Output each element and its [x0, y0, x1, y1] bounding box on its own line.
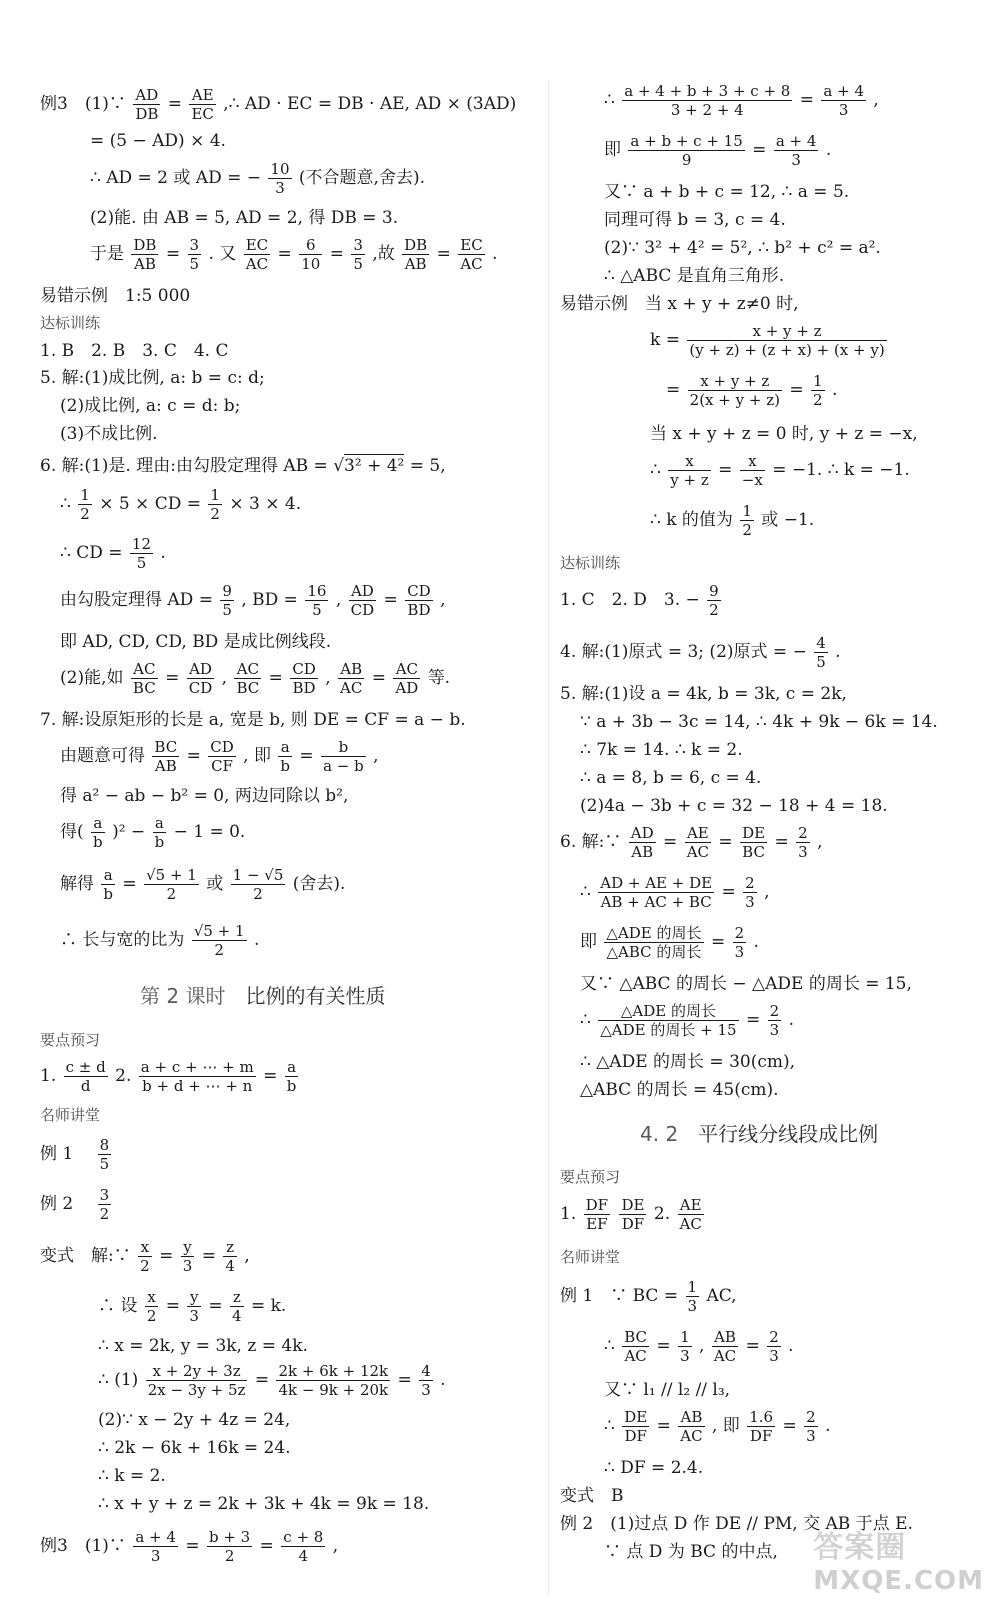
q7-line5: 解得 $\frac{a}{b}$ = $\frac{√5 + 1}{2}$ 或 $\frac{1 - √5}{2}$ (舍去).	[60, 866, 346, 903]
fraction: $\frac{4}{5}$	[816, 634, 826, 671]
fraction: $\frac{b}{a - b}$	[323, 738, 364, 775]
r-line5: (2)∵ 3² + 4² = 5², ∴ b² + c² = a².	[604, 238, 881, 258]
q5-line1: 5. 解:(1)成比例, a: b = c: d;	[40, 368, 265, 388]
q7-line6: ∴ 长与宽的比为 $\frac{√5 + 1}{2}$ .	[60, 922, 260, 959]
r-line13: 1. C 2. D 3. − $\frac{9}{2}$	[560, 582, 719, 619]
ex3-line4: (2)能. 由 AB = 5, AD = 2, 得 DB = 3.	[90, 208, 399, 228]
variant-line6: ∴ 2k − 6k + 16k = 24.	[98, 1438, 291, 1458]
yicuo-line: 易错示例 1:5 000	[40, 286, 191, 306]
section-heading-4-2: 4. 2 平行线分线段成比例	[640, 1122, 879, 1146]
section-heading-yaodian: 要点预习	[40, 1031, 101, 1049]
fraction: $\frac{a}{b}$	[154, 814, 165, 851]
fraction: $\frac{a + 4}{3}$	[823, 82, 864, 119]
fraction: $\frac{1 - √5}{2}$	[232, 866, 284, 903]
r-line1: ∴ $\frac{a + 4 + b + 3 + c + 8}{3 + 2 + 4}$ = $\frac{a + 4}{3}$ ,	[604, 82, 879, 119]
section-heading-dabiao: 达标训练	[40, 314, 101, 332]
fraction: $\frac{6}{10}$	[301, 236, 321, 273]
variant-line1: 变式 解:∵ $\frac{x}{2}$ = $\frac{y}{3}$ = $\frac{z}{4}$ ,	[40, 1238, 250, 1275]
r-line17: ∴ 7k = 14. ∴ k = 2.	[580, 740, 743, 760]
r-line30: 又∵ l₁ // l₂ // l₃,	[604, 1380, 731, 1400]
fraction: $\frac{\text{△ADE 的周长}}{\text{△ADE 的周长 + 15}}$	[600, 1002, 737, 1039]
fraction: $\frac{DE}{DF}$	[624, 1408, 648, 1445]
fraction: $\frac{AB}{AC}$	[680, 1408, 703, 1445]
r-line20: 6. 解:∵ $\frac{AD}{AB}$ = $\frac{AE}{AC}$ = $\frac{DE}{BC}$ = $\frac{2}{3}$ ,	[560, 824, 823, 861]
fraction: $\frac{AE}{AC}$	[686, 824, 709, 861]
ex3-line2: = (5 − AD) × 4.	[90, 131, 226, 151]
fraction: $\frac{a + c + \cdots + m}{b + d + \cdots + n}$	[140, 1058, 254, 1095]
q7-line4: 得( $\frac{a}{b}$ )² − $\frac{a}{b}$ − 1 = 0.	[60, 814, 246, 851]
r-line23: 又∵ △ABC 的周长 − △ADE 的周长 = 15,	[580, 974, 912, 994]
fraction: $\frac{3}{2}$	[99, 1186, 110, 1223]
fraction: $\frac{y}{3}$	[189, 1288, 199, 1325]
fraction: $\frac{x}{2}$	[146, 1288, 157, 1325]
r-line32: ∴ DF = 2.4.	[604, 1458, 704, 1478]
variant-line5: (2)∵ x − 2y + 4z = 24,	[98, 1410, 291, 1430]
variant-line4: ∴ (1) $\frac{x + 2y + 3z}{2x - 3y + 5z}$ = $\frac{2k + 6k + 12k}{4k - 9k + 20k}$ = $\frac{4}{3}$ .	[98, 1362, 446, 1399]
r-line3: 又∵ a + b + c = 12, ∴ a = 5.	[604, 182, 850, 202]
fraction: $\frac{AC}{AD}$	[395, 660, 419, 697]
section-heading-mingshi: 名师讲堂	[40, 1106, 101, 1124]
ex3-line5: 于是 $\frac{DB}{AB}$ = $\frac{3}{5}$ . 又 $\frac{EC}{AC}$ = $\frac{6}{10}$ = $\frac{3}{5}$ ,故 $\frac{DB}{AB}$ = $\frac{EC}{AC}$ .	[90, 236, 498, 273]
r-line33: 变式 B	[560, 1486, 624, 1506]
fraction: $\frac{16}{5}$	[307, 582, 327, 619]
r-line19: (2)4a − 3b + c = 32 − 18 + 4 = 18.	[580, 796, 888, 816]
variant-line2: ∴ 设 $\frac{x}{2}$ = $\frac{y}{3}$ = $\frac{z}{4}$ = k.	[98, 1288, 287, 1325]
q6-line6: (2)能,如 $\frac{AC}{BC}$ = $\frac{AD}{CD}$ , $\frac{AC}{BC}$ = $\frac{CD}{BD}$ , $\frac{AB}{AC}$ = $\frac{AC}{AD}$ 等.	[60, 660, 451, 697]
fraction: $\frac{DE}{DF}$	[621, 1196, 645, 1233]
fraction: $\frac{2}{3}$	[734, 924, 745, 961]
r-line16: ∵ a + 3b − 3c = 14, ∴ 4k + 9k − 6k = 14.	[580, 712, 938, 732]
q6-line1: 6. 解:(1)是. 理由:由勾股定理得 AB = √3² + 4² = 5,	[40, 456, 446, 476]
r-line10: 当 x + y + z = 0 时, y + z = −x,	[650, 424, 918, 444]
fraction: $\frac{1}{2}$	[742, 502, 752, 539]
q6-line4: 由勾股定理得 AD = $\frac{9}{5}$ , BD = $\frac{16}{5}$ , $\frac{AD}{CD}$ = $\frac{CD}{BD}$ ,	[60, 582, 446, 619]
fraction: $\frac{3}{5}$	[189, 236, 200, 273]
fraction: $\frac{x + y + z}{2(x + y + z)}$	[689, 372, 780, 409]
fraction: $\frac{√5 + 1}{2}$	[193, 922, 245, 959]
fraction: $\frac{a}{b}$	[286, 1058, 297, 1095]
fraction: $\frac{x}{2}$	[140, 1238, 150, 1275]
r-line12: ∴ k 的值为 $\frac{1}{2}$ 或 −1.	[650, 502, 815, 539]
fraction: $\frac{a}{b}$	[103, 866, 114, 903]
fraction: $\frac{1.6}{DF}$	[749, 1408, 774, 1445]
example-3-line1: 例3 (1)∵ $\frac{a + 4}{3}$ = $\frac{b + 3}{2}$ = $\frac{c + 8}{4}$ ,	[40, 1528, 339, 1565]
r-line2: 即 $\frac{a + b + c + 15}{9}$ = $\frac{a + 4}{3}$ .	[604, 132, 832, 169]
fraction: $\frac{EC}{AC}$	[460, 236, 483, 273]
ex3-line3: ∴ AD = 2 或 AD = − $\frac{10}{3}$ (不合题意,舍去).	[90, 160, 425, 197]
fraction: $\frac{AB}{AC}$	[713, 1328, 737, 1365]
fraction: $\frac{\text{△ADE 的周长}}{\text{△ABC 的周长}}$	[606, 924, 702, 961]
q5-line2: (2)成比例, a: c = d: b;	[60, 396, 241, 416]
example-1: 例 1 $\frac{8}{5}$	[40, 1136, 110, 1173]
q6-line3: ∴ CD = $\frac{12}{5}$ .	[60, 535, 166, 572]
fraction: $\frac{y}{3}$	[182, 1238, 193, 1275]
r-line6: ∴ △ABC 是直角三角形.	[604, 266, 785, 286]
r-line25: ∴ △ADE 的周长 = 30(cm),	[580, 1052, 796, 1072]
fraction: $\frac{z}{4}$	[232, 1288, 242, 1325]
fraction: $\frac{AD + AE + DE}{AB + AC + BC}$	[600, 874, 713, 911]
r-section-yaodian: 要点预习	[560, 1168, 621, 1186]
fraction: $\frac{DB}{AB}$	[404, 236, 428, 273]
r-line34: 例 2 (1)过点 D 作 DE // PM, 交 AB 于点 E.	[560, 1514, 913, 1534]
lesson-heading: 第 2 课时 比例的有关性质	[140, 984, 386, 1008]
yaodian-answers: 1. $\frac{c \pm d}{d}$ 2. $\frac{a + c + \cdots + m}{b + d + \cdots + n}$ = $\frac{a}{b}$	[40, 1058, 297, 1095]
fraction: $\frac{DF}{EF}$	[585, 1196, 609, 1233]
fraction: $\frac{a}{b}$	[280, 738, 290, 775]
fraction: $\frac{x}{y + z}$	[670, 452, 709, 489]
fraction: $\frac{AD}{CD}$	[350, 582, 375, 619]
q6-line2: ∴ $\frac{1}{2}$ × 5 × CD = $\frac{1}{2}$ × 3 × 4.	[60, 486, 302, 523]
fraction: $\frac{4}{3}$	[421, 1362, 431, 1399]
fraction: $\frac{b + 3}{2}$	[208, 1528, 251, 1565]
fraction: $\frac{2k + 6k + 12k}{4k - 9k + 20k}$	[278, 1362, 389, 1399]
fraction: $\frac{2}{3}$	[745, 874, 755, 911]
fraction: $\frac{8}{5}$	[99, 1136, 110, 1173]
fraction: $\frac{AD}{CD}$	[188, 660, 213, 697]
example-2: 例 2 $\frac{3}{2}$	[40, 1186, 110, 1223]
r-line9: = $\frac{x + y + z}{2(x + y + z)}$ = $\frac{1}{2}$ .	[666, 372, 838, 409]
r-line35: ∵ 点 D 为 BC 的中点,	[604, 1542, 778, 1562]
fraction: $\frac{12}{5}$	[131, 535, 152, 572]
fraction: $\frac{a}{b}$	[93, 814, 103, 851]
fraction: $\frac{BC}{AC}$	[624, 1328, 648, 1365]
r-line22: 即 $\frac{\text{△ADE 的周长}}{\text{△ABC 的周长}}$ = $\frac{2}{3}$ .	[580, 924, 759, 961]
fraction: $\frac{x + y + z}{(y + z) + (z + x) + (x + y)}$	[689, 322, 885, 359]
fraction: $\frac{3}{5}$	[353, 236, 363, 273]
fraction: $\frac{z}{4}$	[225, 1238, 235, 1275]
r-line21: ∴ $\frac{AD + AE + DE}{AB + AC + BC}$ = $\frac{2}{3}$ ,	[580, 874, 770, 911]
answers-1-4: 1. B 2. B 3. C 4. C	[40, 341, 229, 361]
fraction: $\frac{AE}{AC}$	[679, 1196, 702, 1233]
q6-line5: 即 AD, CD, CD, BD 是成比例线段.	[60, 632, 332, 652]
fraction: $\frac{2}{3}$	[769, 1328, 779, 1365]
r-line14: 4. 解:(1)原式 = 3; (2)原式 = − $\frac{4}{5}$ .	[560, 634, 841, 671]
fraction: $\frac{10}{3}$	[270, 160, 290, 197]
fraction: $\frac{x + 2y + 3z}{2x - 3y + 5z}$	[147, 1362, 246, 1399]
variant-line3: ∴ x = 2k, y = 3k, z = 4k.	[98, 1336, 308, 1356]
ex3-line1: 例3 (1)∵ $\frac{AD}{DB}$ = $\frac{AE}{EC}$ ,∴ AD · EC = DB · AE, AD × (3AD)	[40, 86, 517, 123]
fraction: $\frac{AC}{BC}$	[236, 660, 260, 697]
fraction: $\frac{1}{2}$	[210, 486, 220, 523]
fraction: $\frac{1}{3}$	[687, 1278, 698, 1315]
r-line18: ∴ a = 8, b = 6, c = 4.	[580, 768, 762, 788]
variant-line8: ∴ x + y + z = 2k + 3k + 4k = 9k = 18.	[98, 1494, 430, 1514]
r-section-dabiao: 达标训练	[560, 554, 621, 572]
r-line15: 5. 解:(1)设 a = 4k, b = 3k, c = 2k,	[560, 684, 847, 704]
q7-line1: 7. 解:设原矩形的长是 a, 宽是 b, 则 DE = CF = a − b.	[40, 710, 466, 730]
fraction: $\frac{AB}{AC}$	[340, 660, 363, 697]
fraction: $\frac{a + 4}{3}$	[775, 132, 817, 169]
r-line28: 例 1 ∵ BC = $\frac{1}{3}$ AC,	[560, 1278, 737, 1315]
fraction: $\frac{a + 4}{3}$	[135, 1528, 176, 1565]
fraction: $\frac{c + 8}{4}$	[283, 1528, 324, 1565]
fraction: $\frac{a + b + c + 15}{9}$	[630, 132, 743, 169]
fraction: $\frac{2}{3}$	[769, 1002, 780, 1039]
r-line26: △ABC 的周长 = 45(cm).	[580, 1080, 779, 1100]
variant-line7: ∴ k = 2.	[98, 1466, 166, 1486]
r-line27: 1. $\frac{DF}{EF}$ $\frac{DE}{DF}$ 2. $\frac{AE}{AC}$	[560, 1196, 702, 1233]
fraction: $\frac{CD}{BD}$	[407, 582, 431, 619]
r-line11: ∴ $\frac{x}{y + z}$ = $\frac{x}{-x}$ = −1. ∴ k = −1.	[650, 452, 910, 489]
fraction: $\frac{x}{-x}$	[741, 452, 763, 489]
fraction: $\frac{AD}{DB}$	[135, 86, 159, 123]
r-yicuo: 易错示例 当 x + y + z≠0 时,	[560, 294, 799, 314]
fraction: $\frac{DE}{BC}$	[742, 824, 766, 861]
r-line31: ∴ $\frac{DE}{DF}$ = $\frac{AB}{AC}$ , 即 $\frac{1.6}{DF}$ = $\frac{2}{3}$ .	[604, 1408, 831, 1445]
fraction: $\frac{9}{5}$	[222, 582, 232, 619]
fraction: $\frac{CD}{CF}$	[210, 738, 234, 775]
q5-line3: (3)不成比例.	[60, 424, 158, 444]
fraction: $\frac{1}{2}$	[813, 372, 823, 409]
fraction: $\frac{1}{3}$	[680, 1328, 690, 1365]
fraction: $\frac{BC}{AB}$	[154, 738, 178, 775]
column-divider	[548, 80, 549, 1595]
fraction: $\frac{AE}{EC}$	[191, 86, 214, 123]
fraction: $\frac{EC}{AC}$	[245, 236, 269, 273]
r-line29: ∴ $\frac{BC}{AC}$ = $\frac{1}{3}$ , $\frac{AB}{AC}$ = $\frac{2}{3}$ .	[604, 1328, 794, 1365]
fraction: $\frac{√5 + 1}{2}$	[146, 866, 197, 903]
fraction: $\frac{a + 4 + b + 3 + c + 8}{3 + 2 + 4}$	[624, 82, 791, 119]
q7-line2: 由题意可得 $\frac{BC}{AB}$ = $\frac{CD}{CF}$ , 即 $\frac{a}{b}$ = $\frac{b}{a - b}$ ,	[60, 738, 379, 775]
fraction: $\frac{2}{3}$	[806, 1408, 816, 1445]
fraction: $\frac{AD}{AB}$	[630, 824, 654, 861]
r-section-mingshi: 名师讲堂	[560, 1248, 621, 1266]
fraction: $\frac{9}{2}$	[709, 582, 719, 619]
fraction: $\frac{1}{2}$	[80, 486, 90, 523]
fraction: $\frac{c \pm d}{d}$	[65, 1058, 106, 1095]
fraction: $\frac{2}{3}$	[798, 824, 808, 861]
r-line24: ∴ $\frac{\text{△ADE 的周长}}{\text{△ADE 的周长 + 15}}$ = $\frac{2}{3}$ .	[580, 1002, 794, 1039]
fraction: $\frac{DB}{AB}$	[133, 236, 157, 273]
fraction: $\frac{CD}{BD}$	[292, 660, 316, 697]
r-line4: 同理可得 b = 3, c = 4.	[604, 210, 786, 230]
q7-line3: 得 a² − ab − b² = 0, 两边同除以 b²,	[60, 786, 349, 806]
watermark-logo: 答案圈 MXQE.COM	[813, 1530, 984, 1596]
r-line8: k = $\frac{x + y + z}{(y + z) + (z + x) + (x + y)}$	[650, 322, 885, 359]
fraction: $\frac{AC}{BC}$	[132, 660, 156, 697]
